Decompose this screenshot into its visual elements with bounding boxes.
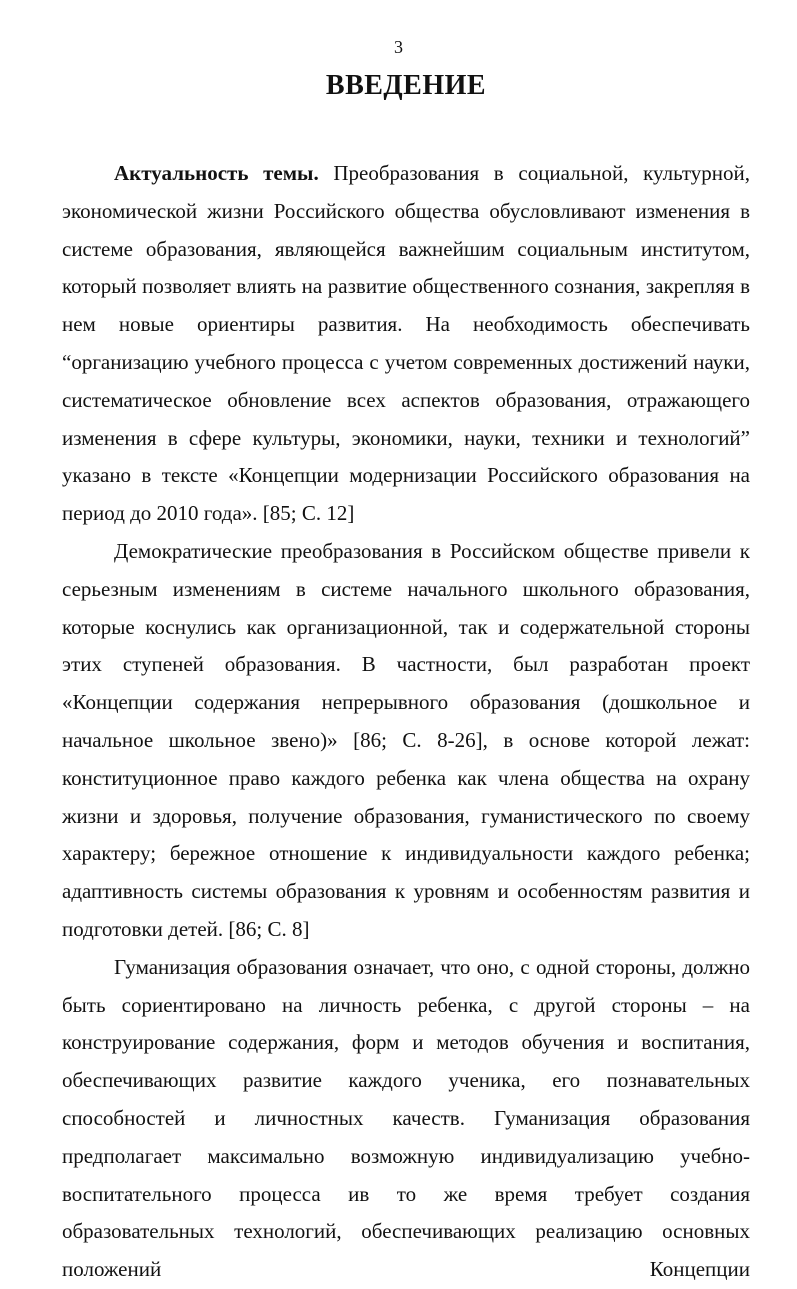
paragraph-text: Демократические преобразования в Российском обществе привели к серьезным изменениям в системе начального школьного образования, которые коснулись как организационной, так и содержательной стороны этих ступеней образования. В частности, был разработан проект «Концепции содержания непрерывного образования (дошкольное и начальное школьное звено)» [86; С. 8-26], в основе которой лежат: конституционное право каждого ребенка как члена общества на охрану жизни и здоровья, получение образования, гуманистического по своему характеру; бережное отношение к индивидуальности каждого ребенка; адаптивность системы образования к уровням и особенностям развития и подготовки детей. [86; С. 8] bbox=[62, 538, 750, 941]
page-number: 3 bbox=[394, 37, 403, 57]
paragraph-democratic-reforms bbox=[62, 533, 750, 949]
document-body bbox=[62, 155, 750, 1289]
paragraph-lead: Актуальность темы. bbox=[114, 161, 319, 185]
paragraph-relevance bbox=[62, 155, 750, 533]
paragraph-humanization bbox=[62, 949, 750, 1289]
paragraph-text: Преобразования в социальной, культурной, экономической жизни Российского общества обусловливают изменения в системе образования, являющейся важнейшим социальным институтом, который позволяет влиять на развитие общественного сознания, закрепляя в нем новые ориентиры развития. На необходимость обеспечивать “организацию учебного процесса с учетом современных достижений науки, систематическое обновление всех аспектов образования, отражающего изменения в сфере культуры, экономики, науки, техники и технологий” указано в тексте «Концепции модернизации Российского образования на период до 2010 года». [85; С. 12] bbox=[62, 161, 750, 526]
paragraph-text: Гуманизация образования означает, что оно, с одной стороны, должно быть сориентировано на личность ребенка, с другой стороны – на конструирование содержания, форм и методов обучения и воспитания, обеспечивающих развитие каждого ученика, его познавательных способностей и личностных качеств. Гуманизация образования предполагает максимально возможную индивидуализацию учебно-воспитательного процесса ив то же время требует создания образовательных технологий, обеспечивающих реализацию основных положений Концепции bbox=[62, 954, 750, 1282]
page-title: ВВЕДЕНИЕ bbox=[325, 70, 487, 101]
